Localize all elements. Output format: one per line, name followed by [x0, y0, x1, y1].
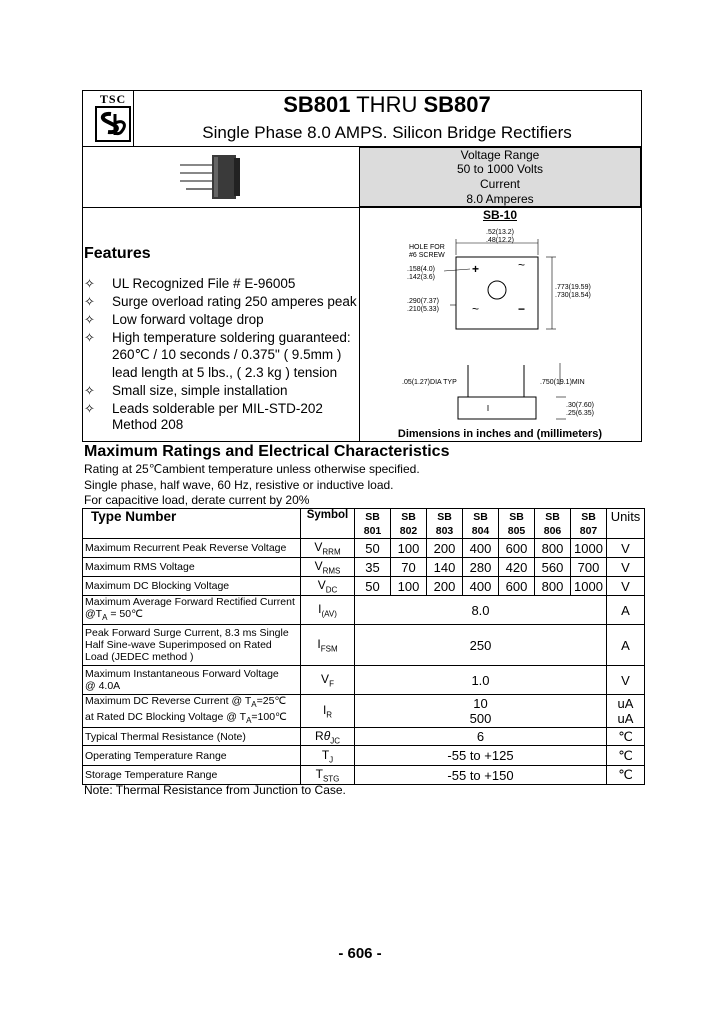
tsc-logo-icon	[94, 105, 132, 143]
dim-height-2: .25(6.35)	[566, 410, 595, 417]
current-label: Current	[479, 177, 520, 191]
dim-lead-dia: .05(1.27)DIA TYP	[402, 379, 457, 386]
header-units: Units	[607, 509, 645, 539]
table-row: Typical Thermal Resistance (Note) $R\theta_{JC}$ 6 ℃	[83, 728, 645, 746]
pin-minus-label: −	[518, 302, 526, 316]
dim-left-3: .290(7.37)	[407, 298, 439, 305]
rating-note: For capacitive load, derate current by 20%	[84, 493, 310, 507]
feature-item: ✧ High temperature soldering guaranteed:	[84, 330, 351, 345]
header-model-804: SB 804	[463, 509, 499, 539]
table-row: Storage Temperature Range $T_{STG}$ -55 to +150 ℃	[83, 766, 645, 785]
table-row: Maximum DC Blocking Voltage $V_{DC}$ 50 100 200 400 600 800 1000 V	[83, 577, 645, 596]
logo-text: TSC	[99, 92, 127, 106]
bullet-icon: ✧	[84, 276, 95, 291]
dim-right-1: .773(19.59)	[555, 284, 591, 291]
bullet-icon: ✧	[84, 401, 95, 416]
table-row: Maximum Instantaneous Forward Voltage @ 4.0A $V_F$ 1.0 V	[83, 666, 645, 695]
feature-item-continuation: 260℃ / 10 seconds / 0.375" ( 9.5mm )	[112, 347, 342, 362]
dim-d2: .142(3.6)	[407, 274, 436, 281]
dimension-caption: Dimensions in inches and (millimeters)	[397, 428, 603, 440]
current-value: 8.0 Amperes	[466, 192, 534, 206]
header-type-number: Type Number	[83, 509, 301, 539]
dim-d1: .158(4.0)	[407, 266, 436, 273]
feature-item-continuation: lead length at 5 lbs., ( 2.3 kg ) tension	[112, 365, 338, 380]
feature-item: ✧ Small size, simple installation	[84, 383, 288, 398]
table-row: Peak Forward Surge Current, 8.3 ms Single Half Sine-wave Superimposed on Rated Load (JEDEC method ) $I_{FSM}$ 250 A	[83, 625, 645, 666]
footnote: Note: Thermal Resistance from Junction to Case.	[84, 783, 346, 797]
ratings-heading: Maximum Ratings and Electrical Characteristics	[84, 443, 450, 460]
header-model-803: SB 803	[427, 509, 463, 539]
table-row: Maximum Average Forward Rectified Current $@T_A$ = 50℃ $I_{(AV)}$ 8.0 A	[83, 596, 645, 625]
rating-note: Rating at 25℃ambient temperature unless otherwise specified.	[84, 462, 420, 476]
title-part-2: THRU	[350, 92, 424, 117]
pin-ac-label-2: ~	[472, 302, 480, 316]
bullet-icon: ✧	[84, 383, 95, 398]
table-row: Operating Temperature Range $T_J$ -55 to +125 ℃	[83, 746, 645, 766]
header-model-807: SB 807	[571, 509, 607, 539]
feature-item: ✧ Leads solderable per MIL-STD-202	[84, 401, 323, 416]
bullet-icon: ✧	[84, 330, 95, 345]
voltage-range-box	[359, 147, 641, 207]
header-model-806: SB 806	[535, 509, 571, 539]
table-row: Maximum Recurrent Peak Reverse Voltage $V_{RRM}$ 50 100 200 400 600 800 1000 V	[83, 539, 645, 558]
dim-hole-label: HOLE FOR	[409, 244, 445, 251]
pin-plus-label: +	[472, 262, 480, 276]
dim-top-width: .52(13.2)	[486, 229, 515, 236]
ratings-table	[82, 508, 645, 785]
dim-right-2: .730(18.54)	[555, 292, 591, 299]
feature-item: ✧ Surge overload rating 250 amperes peak	[84, 294, 357, 309]
feature-item: ✧ Low forward voltage drop	[84, 312, 264, 327]
title-part-3: SB807	[423, 92, 491, 117]
bridge-rectifier-image	[178, 150, 258, 205]
feature-item-continuation: Method 208	[112, 417, 184, 432]
subtitle: Single Phase 8.0 AMPS. Silicon Bridge Rectifiers	[202, 123, 572, 142]
bullet-icon: ✧	[84, 312, 95, 327]
bullet-icon: ✧	[84, 294, 95, 309]
dim-lead-length: .750(19.1)MIN	[540, 379, 585, 386]
feature-item: ✧ UL Recognized File # E-96005	[84, 276, 296, 291]
dim-height-1: .30(7.60)	[566, 402, 595, 409]
features-heading: Features	[84, 245, 151, 262]
title-part-1: SB801	[283, 92, 351, 117]
dim-left-4: .210(5.33)	[407, 306, 439, 313]
rating-note: Single phase, half wave, 60 Hz, resistive or inductive load.	[84, 478, 394, 492]
page-number: - 606 -	[338, 945, 382, 962]
header-symbol: Symbol	[301, 509, 355, 539]
voltage-range-value: 50 to 1000 Volts	[456, 162, 544, 176]
table-row: Maximum DC Reverse Current @ $T_A=25℃$ at Rated DC Blocking Voltage @ $T_A=100℃$ $I_R$ 10 500 uA uA	[83, 695, 645, 728]
table-header-row	[83, 509, 645, 539]
table-row: Maximum RMS Voltage $V_{RMS}$ 35 70 140 280 420 560 700 V	[83, 558, 645, 577]
package-name: SB-10	[482, 208, 517, 222]
voltage-range-label: Voltage Range	[460, 148, 540, 162]
header-model-801: SB 801	[355, 509, 391, 539]
header-model-805: SB 805	[499, 509, 535, 539]
header-model-802: SB 802	[391, 509, 427, 539]
dim-hole-label-2: #6 SCREW	[409, 252, 445, 259]
page-title	[133, 92, 641, 118]
pin-ac-label-1: ~	[518, 258, 526, 272]
dim-top-width-2: .48(12.2)	[486, 237, 515, 244]
package-outline-drawing	[360, 225, 640, 425]
